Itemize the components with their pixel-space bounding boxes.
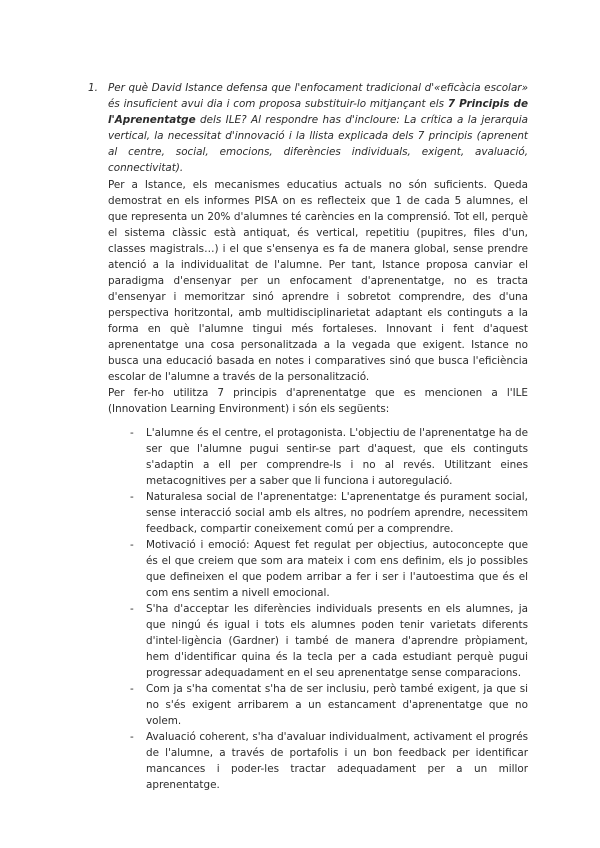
question-bold-text: 7 Principis de l'Aprenentatge [108, 98, 529, 126]
bullet-dash: - [130, 603, 134, 615]
list-item-text: Avaluació coherent, s'ha d'avaluar individualment, activament el progrés de l'alumne, a través de portafolis i un bon feedback per identificar mancances i poder-les tractar adequadament per a un millor aprenentatge. [146, 731, 528, 791]
bullet-dash: - [130, 539, 134, 551]
question-number: 1. [88, 82, 98, 94]
answer-paragraph-1: Per a Istance, els mecanismes educatius actuals no són suficients. Queda demostrat en els informes PISA on es reflecteix que 1 de cada 5 alumnes, el que representa un 20% d'alumnes té carències en la comprensió. Tot ell, perquè el sistema clàssic està antiquat, és vertical, repetitiu (pupitres, files d'un, classes magistrals…) i el que s'ensenya es fa de manera global, sense prendre atenció a la individualitat de l'alumne. Per tant, Istance proposa canviar el paradigma d'ensenyar per un enfocament d'aprenentatge, no es tracta d'ensenyar i memoritzar sinó aprendre i sobretot comprendre, des d'una perspectiva horitzontal, amb multidisciplinarietat adaptant els continguts a la forma en què l'alumne tingui més fortaleses. Innovant i fent d'aquest aprenentatge una cosa personalitzada a la vegada que exigent. Istance no busca una educació basada en notes i comparatives sinó que busca l'eficiència escolar de l'alumne a través de la personalització. [108, 179, 528, 383]
list-item [130, 729, 528, 793]
bullet-dash: - [130, 491, 134, 503]
list-item [130, 681, 528, 729]
list-item [130, 425, 528, 489]
principles-list [130, 425, 528, 793]
list-item-text: Com ja s'ha comentat s'ha de ser inclusiu, però també exigent, ja que si no s'és exigent arribarem a un estancament d'aprenentatge que no volem. [146, 683, 528, 727]
answer-paragraph-2: Per fer-ho utilitza 7 principis d'aprenentatge que es mencionen a l'ILE (Innovation Learning Environment) i són els següents: [108, 387, 528, 415]
list-item-text: Motivació i emoció: Aquest fet regulat per objectius, autoconcepte que és el que creiem que som ara mateix i com ens definim, els jo possibles que defineixen el que podem arribar a fer i ser i l'autoestima que és el com ens sentim a nivell emocional. [146, 539, 528, 599]
list-item [130, 489, 528, 537]
list-item [130, 601, 528, 681]
list-item [130, 537, 528, 601]
list-item-text: L'alumne és el centre, el protagonista. L'objectiu de l'aprenentatge ha de ser que l'alumne pugui sentir-se part d'aquest, que els continguts s'adaptin a ell per comprendre-ls i no al revés. Utilitzant eines metacognitives per a saber que li funciona i autoregulació. [146, 427, 528, 487]
question-text-after: dels ILE? Al respondre has d'incloure: La crítica a la jerarquia vertical, la necessitat d'innovació i la llista explicada dels 7 principis (aprenent al centre, social, emocions, diferències individuals, exigent, avaluació, connectivitat). [108, 114, 528, 174]
bullet-dash: - [130, 731, 134, 743]
bullet-dash: - [130, 683, 134, 695]
question-text [108, 80, 528, 176]
list-item-text: Naturalesa social de l'aprenentatge: L'aprenentatge és purament social, sense interacció social amb els altres, no podríem aprendre, necessitem feedback, compartir coneixement comú per a comprendre. [146, 491, 528, 535]
list-item-text: S'ha d'acceptar les diferències individuals presents en els alumnes, ja que ningú és igual i tots els alumnes poden tenir varietats diferents d'intel·ligència (Gardner) i també de manera d'aprendre pròpiament, hem d'identificar quina és la tecla per a cada estudiant perquè pugui progressar adequadament en el seu aprenentatge sense comparacions. [146, 603, 528, 679]
question-text-before: Per què David Istance defensa que l'enfocament tradicional d'«eficàcia escolar» és insuficient avui dia i com proposa substituir-lo mitjançant els [108, 82, 528, 110]
bullet-dash: - [130, 427, 134, 439]
